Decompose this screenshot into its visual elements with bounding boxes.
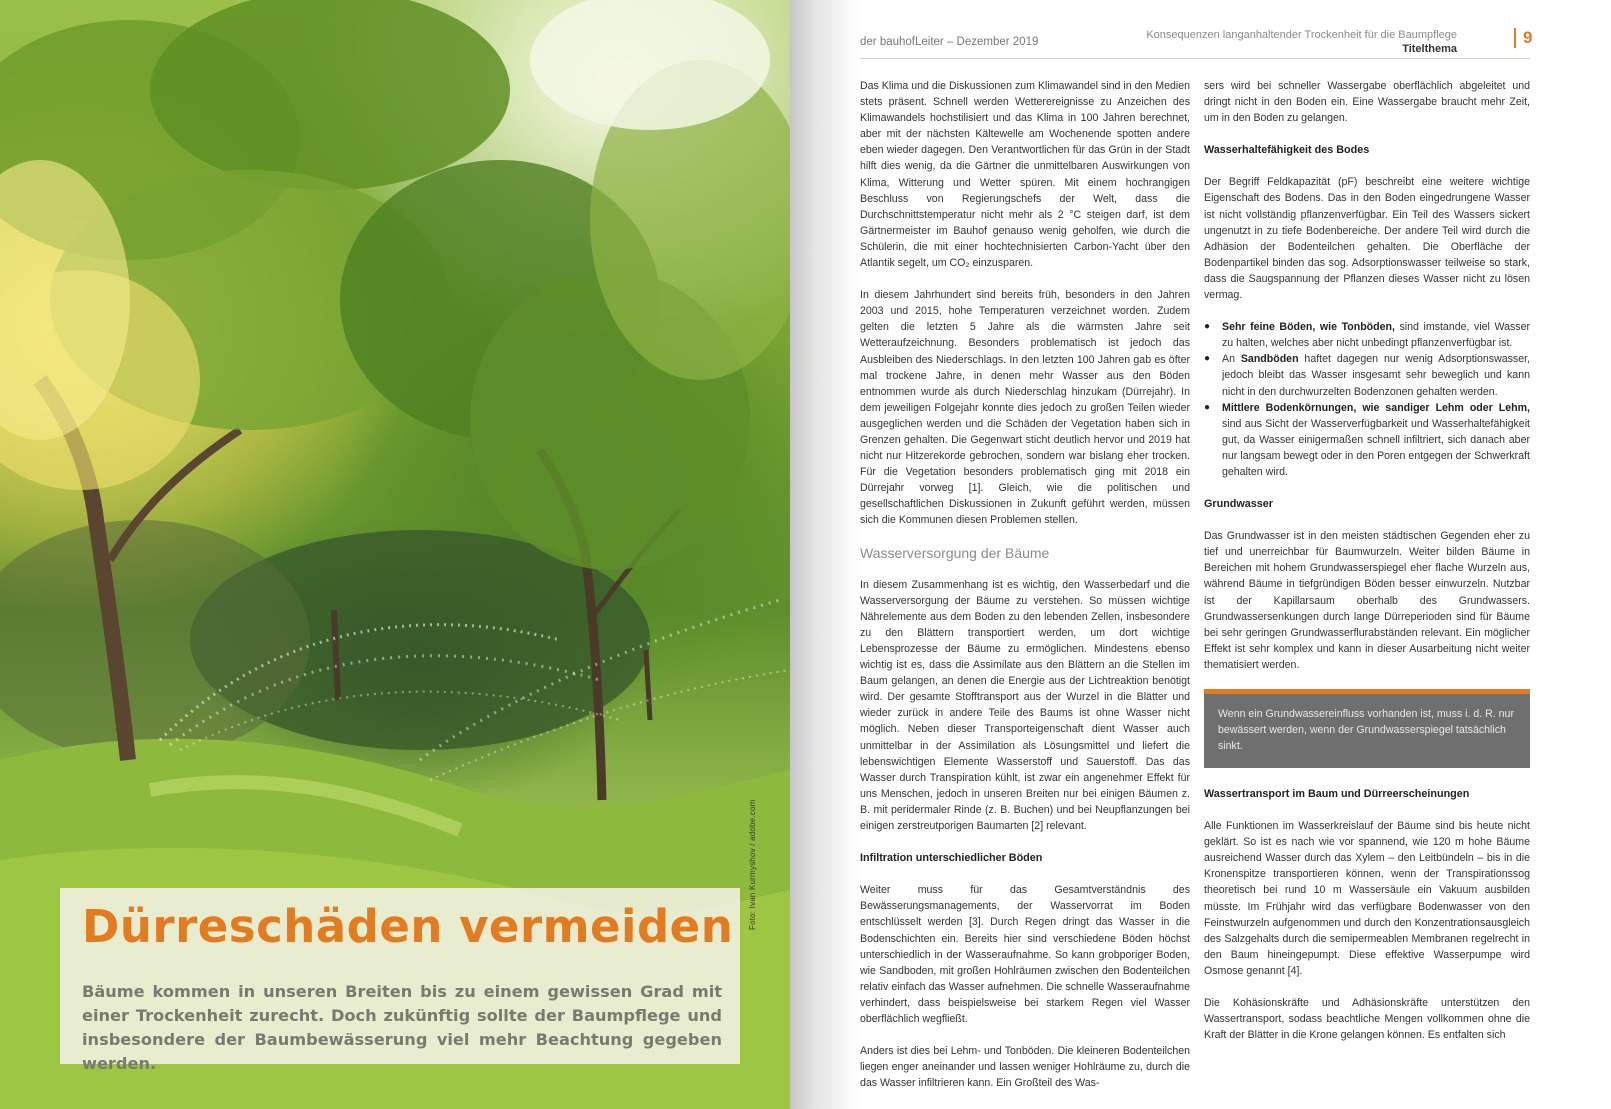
- paragraph: Alle Funktionen im Wasserkreislauf der Bäume sind bis heute nicht geklärt. So ist es nach wie vor spannend, wie 120 m hohe Bäume ausreichend Wasser durch das Xylem – den Leitbündeln – bis in die Kronenspitze transportieren können, wenn der Transpirationssog theoretisch bei rund 10 m Wassersäule ein Vakuum ausbilden müsste. Im Frühjahr wird das verfügbare Bodenwasser von den Feinstwurzeln aufgenommen und durch den Konzentrationsausgleich des Salzgehalts durch die semipermeablen Membranen regelrecht in den Baum hineingepumpt. Diese effektive Wasserpumpe wird Osmose genannt [4].: [1204, 820, 1530, 977]
- paragraph: In diesem Jahrhundert sind bereits früh, besonders in den Jahren 2003 und 2015, hohe Temperaturen verzeichnet worden. Zudem gelten die letzten 5 Jahre als die wärmsten Jahre seit Wetteraufzeichnung. Besonders problematisch ist jedoch das Ausbleiben des Niederschlags. In den letzten 100 Jahren gab es öfter mal trockene Jahre, in denen mehr Wasser aus den Böden entnommen wurde als durch Niederschlag hinzukam (Dürrejahr). In dem jeweiligen Folgejahr konnte dies jedoch zu großen Teilen wieder ausgeglichen werden und die Schäden der Vegetation haben sich in Grenzen gehalten. Die Gegenwart sticht deutlich hervor und 2019 hat nicht nur Hitzerekorde gebrochen, sondern war bislang eher trocken. Für die Vegetation besonders problematisch ging mit 2018 ein Dürrejahr vorweg [1]. Gleich, wie die politischen und gesellschaftlichen Diskussionen in Zukunft geführt werden, müssen sich die Kommunen diesen Problemen stellen.: [860, 289, 1190, 527]
- paragraph: Das Klima und die Diskussionen zum Klimawandel sind in den Medien stets präsent. Schnell werden Wetterereignisse zu Anzeichen des Klimawandels hochstilisiert und das Klima in 100 Jahren berechnet, aber mit der nächsten Kältewelle am Wochenende spotten andere eben wieder dagegen. Den Verantwortlichen für das Grün in der Stadt hilft dies wenig, da die Gärtner die unmittelbaren Auswirkungen von Klima, Witterung und Wetter spüren. Mit einem hochrangigen Beschluss von Regierungschefs der Welt, dass die Durchschnittstemperatur nicht mehr als 2 °C steigen darf, ist dem Gärtnermeister im Bauhof genauso wenig geholfen, wie durch die Schülerin, die mit einer hochtechnisierten Carbon-Yacht über den Atlantik segelt, um CO₂ einzusparen.: [860, 80, 1190, 270]
- list-item: ● Sehr feine Böden, wie Tonböden, sind imstande, viel Wasser zu halten, welches aber nicht unbedingt pflanzenverfügbar ist.: [1204, 319, 1530, 351]
- paragraph: Die Kohäsionskräfte und Adhäsionskräfte unterstützen den Wassertransport, sodass beachtliche Mengen vollkommen ohne die Kraft der Blätter in die Krone gelangen können. Es entfalten sich: [1204, 997, 1530, 1042]
- subheading: Wassertransport im Baum und Dürreerscheinungen: [1204, 788, 1470, 800]
- text-page: [860, 0, 1611, 1109]
- article-title: Dürreschäden vermeiden: [82, 900, 734, 953]
- running-head-section: Titelthema: [1402, 43, 1457, 55]
- publication-header: der bauhofLeiter – Dezember 2019: [860, 36, 1039, 48]
- paragraph: Das Grundwasser ist in den meisten städtischen Gegenden eher zu tief und unerreichbar für Baumwurzeln. Weiter bilden Bäume in Bereichen mit hohem Grundwasserspiegel eher flache Wurzeln aus, während Bäume in tiefgründigen Böden besser einwurzeln. Nutzbar ist der Kapillarsaum oberhalb des Grundwassers. Grundwassersenkungen durch lange Dürreperioden sind für Bäume bei sehr geringen Grundwasserflurabständen relevant. Ein möglicher Effekt ist sehr komplex und kann in dieser Ausarbeitung nicht weiter thematisiert werden.: [1204, 530, 1530, 671]
- list-item: ● Mittlere Bodenkörnungen, wie sandiger Lehm oder Lehm, sind aus Sicht der Wasserverfügbarkeit und Wasserhaltefähigkeit gut, da Wasser einigermaßen schnell infiltriert, sich danach aber nur langsam bewegt oder in den Poren entgegen der Schwerkraft gehalten wird.: [1204, 400, 1530, 480]
- photo-credit: Foto: Ivan Kurmyshov / adobe.com: [748, 799, 757, 930]
- page-gutter: [790, 0, 860, 1109]
- running-head: [1146, 28, 1457, 56]
- paragraph: Anders ist dies bei Lehm- und Tonböden. Die kleineren Bodenteilchen liegen enger aneinander und lassen weniger Hohlräume zu, durch die das Wasser infiltrieren kann. Ein Großteil des Was-: [860, 1045, 1190, 1090]
- subheading: Wasserhaltefähigkeit des Bodes: [1204, 144, 1370, 157]
- text-column-1: [860, 78, 1190, 1107]
- soil-type-list: [1204, 319, 1530, 480]
- list-item: ● An Sandböden haftet dagegen nur wenig Adsorptionswasser, jedoch bleibt das Wasser insgesamt sehr beweglich und kann nicht in den durchwurzelten Bodenzonen gehalten werden.: [1204, 351, 1530, 399]
- paragraph: sers wird bei schneller Wassergabe oberflächlich abgeleitet und dringt nicht in den Boden ein. Eine Wassergabe braucht mehr Zeit, um in den Boden zu gelangen.: [1204, 80, 1530, 125]
- article-title-box: [60, 888, 740, 1073]
- callout-box: Wenn ein Grundwassereinfluss vorhanden ist, muss i. d. R. nur bewässert werden, wenn der Grundwasserspiegel tatsächlich sinkt.: [1204, 689, 1530, 768]
- section-heading: Wasserversorgung der Bäume: [860, 544, 1050, 561]
- subheading: Infiltration unterschiedlicher Böden: [860, 852, 1043, 865]
- page-number: 9: [1514, 28, 1532, 48]
- article-lead: Bäume kommen in unseren Breiten bis zu einem gewissen Grad mit einer Trockenheit zurecht. Doch zukünftig sollte der Baumpflege und insbesondere der Baumbewässerung viel mehr Beachtung gegeben werden.: [82, 982, 722, 1073]
- subheading: Grundwasser: [1204, 498, 1274, 511]
- text-column-2: [1204, 78, 1530, 1059]
- running-head-title: Konsequenzen langanhaltender Trockenheit für die Baumpflege: [1146, 29, 1457, 41]
- header-divider: [860, 58, 1530, 59]
- paragraph: In diesem Zusammenhang ist es wichtig, den Wasserbedarf und die Wasserversorgung der Bäume zu verstehen. So müssen wichtige Nährelemente aus dem Boden zu den lebenden Zellen, insbesondere zu den Blättern transportiert werden, um dort wichtige Lebensprozesse der Bäume zu ermöglichen. Mindestens ebenso wichtig ist es, dass die Assimilate aus den Blättern an die Stellen im Baum gelangen, an denen die Energie aus der Lichtreaktion benötigt wird. Der gesamte Stofftransport aus der Wurzel in die Blätter und wieder zurück in andere Teile des Baums ist ohne Wasser nicht möglich. Neben dieser Transporteigenschaft dient Wasser auch unmittelbar in der Assimilation als Lösungsmittel und liefert die lebenswichtigen Elemente Wasserstoff und Sauerstoff. Das das Wasser durch Transpiration kühlt, ist zwar ein angenehmer Effekt für uns Menschen, jedoch in unseren Breiten nur bei einigen Bäumen z. B. mit peridermaler Rinde (z. B. Buchen) und bei Neupflanzungen bei einigen zerstreutporigen Baumarten [2] relevant.: [860, 578, 1190, 833]
- cover-photo: [0, 0, 790, 1109]
- paragraph: Der Begriff Feldkapazität (pF) beschreibt eine weitere wichtige Eigenschaft des Bodens. Das in den Boden eingedrungene Wasser ist nicht vollständig pflanzenverfügbar. Ein Teil des Wassers sickert ungenutzt in zu tiefe Bodenbereiche. Der andere Teil wird durch die Adhäsion der Bodenteilchen gehalten. Die Oberfläche der Bodenpartikel binden das sog. Adsorptionswasser teilweise so stark, dass die Saugspannung der Pflanzen dieses Wasser nicht zu lösen vermag.: [1204, 176, 1530, 302]
- paragraph: Weiter muss für das Gesamtverständnis des Bewässerungsmanagements, der Wasservorrat im Boden entschlüsselt werden [3]. Durch Regen dringt das Wasser in die Bodenschichten ein. Bereits hier sind verschiedene Böden höchst unterschiedlich in der Wasseraufnahme. So kann grobporiger Boden, wie Sandboden, mit großen Hohlräumen zwischen den Bodenteilchen relativ einfach das Wasser aufnehmen. Die schnelle Wasseraufnahme verhindert, dass beispielsweise bei starkem Regen viel Wasser oberflächlich wegfließt.: [860, 884, 1190, 1025]
